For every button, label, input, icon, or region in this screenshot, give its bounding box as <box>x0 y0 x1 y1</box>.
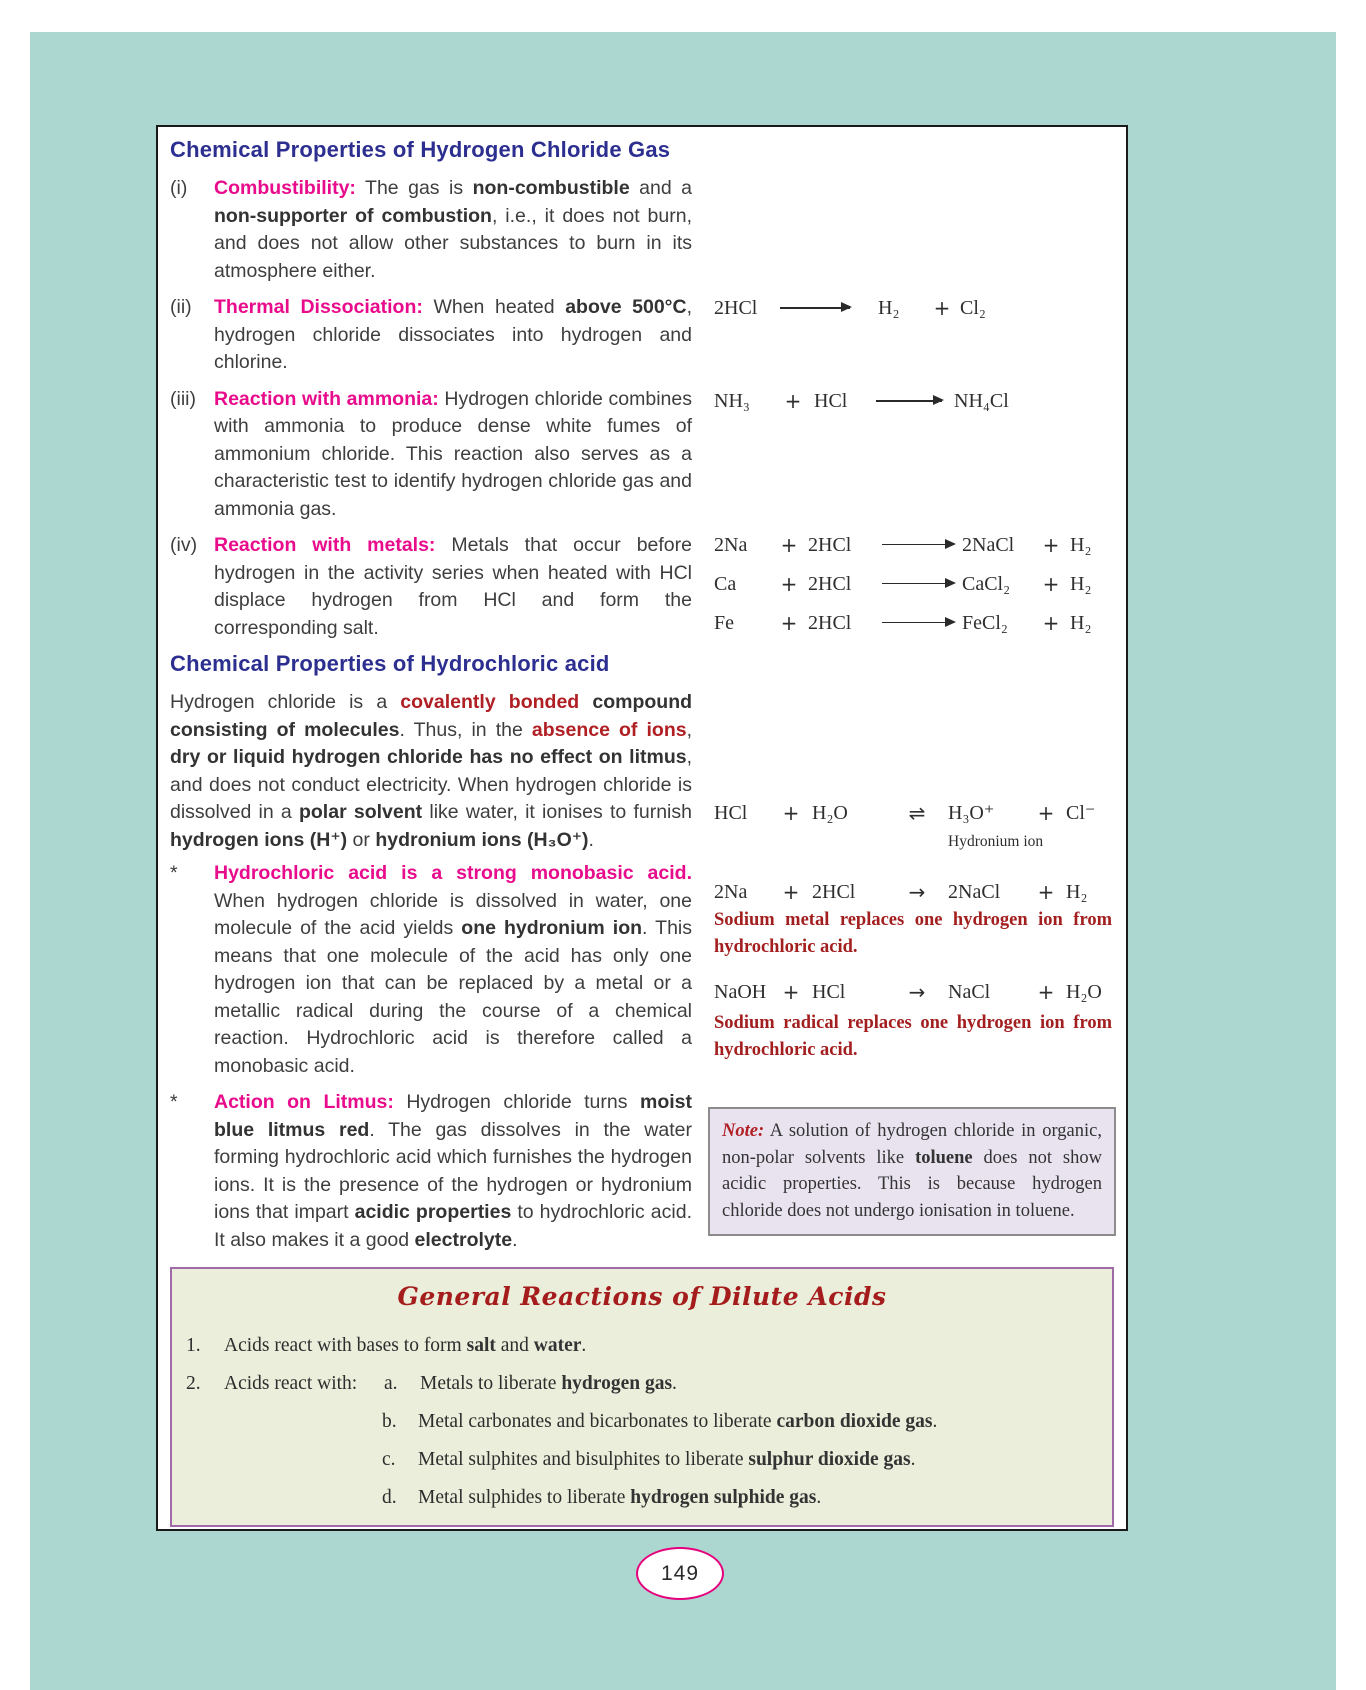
reaction-arrow-icon <box>882 544 954 546</box>
eq-term: NaCl <box>948 981 991 1003</box>
eq-term: H₂ <box>1066 881 1088 903</box>
text-segment: , i.e., it does not burn, and does not allow other substances to burn in its atmosphere either. <box>214 204 692 282</box>
text-segment: . <box>581 1335 587 1356</box>
text-segment: one hydronium ion <box>461 917 643 939</box>
text-segment: carbon dioxide gas <box>776 1411 933 1432</box>
caption-sodium-radical: Sodium radical replaces one hydrogen ion from hydrochloric acid. <box>714 1013 1112 1060</box>
eq-term: H₂O <box>1066 981 1102 1003</box>
text-segment: moist blue litmus red <box>214 1091 692 1141</box>
sub-item-text <box>420 1373 677 1395</box>
eq-term: H₂ <box>878 297 900 319</box>
sub-item-text <box>418 1411 937 1433</box>
general-sub-item-c <box>382 1449 1112 1471</box>
right-arrow-icon: → <box>908 980 926 1004</box>
text-segment: toluene <box>915 1147 973 1168</box>
text-segment: Note: <box>722 1121 765 1141</box>
plus-sign: + <box>1042 532 1060 557</box>
item-heading: Reaction with metals: <box>214 534 436 556</box>
item-number: (iii) <box>170 387 196 410</box>
text-segment: sulphur dioxide gas <box>748 1449 911 1470</box>
plus-sign: + <box>1037 880 1055 904</box>
item-heading: Reaction with ammonia: <box>214 387 439 410</box>
text-segment: and a <box>629 177 692 199</box>
list-item-reaction-metals <box>170 532 692 642</box>
text-segment: . <box>672 1373 677 1394</box>
item-number: 2. <box>186 1373 201 1394</box>
text-segment: Hydrogen chloride combines with ammonia to produce dense white fumes of ammonium chloride. This reaction also serves as a characteristic test to identify hydrogen chloride gas and ammonia gas. <box>214 387 692 520</box>
text-segment: to hydrochloric acid. It also makes it a good <box>214 1201 692 1251</box>
text-segment: , and does not conduct electricity. When hydrogen chloride is dissolved in a <box>170 746 692 823</box>
eq-term: CaCl₂ <box>962 572 1011 595</box>
eq-term: Cl⁻ <box>1066 802 1096 824</box>
bullet-text <box>214 860 692 1080</box>
general-reactions-title: General Reactions of Dilute Acids <box>397 1282 887 1311</box>
text-segment: dry or liquid hydrogen chloride has no effect on litmus <box>170 746 687 768</box>
content-box <box>156 125 1128 1531</box>
plus-sign: + <box>782 880 800 904</box>
note-box <box>708 1107 1116 1236</box>
text-segment: Metal sulphides to liberate <box>418 1487 631 1508</box>
page-number: 149 <box>660 1561 700 1585</box>
eq-term: Cl₂ <box>960 297 986 319</box>
text-segment: hydronium ions (H₃O⁺) <box>375 828 589 851</box>
text-segment: . <box>910 1449 916 1470</box>
equation-naoh <box>714 978 1116 1006</box>
eq-term: NaOH <box>714 981 767 1003</box>
sub-item-letter: a. <box>384 1373 398 1394</box>
text-segment: A solution of hydrogen chloride in organic, non-polar solvents like <box>722 1121 1102 1168</box>
sub-item-letter: c. <box>382 1449 396 1470</box>
eq-term: 2NaCl <box>948 881 1001 903</box>
text-segment: acidic properties <box>354 1201 512 1223</box>
item-heading: Thermal Dissociation: <box>214 296 423 318</box>
eq-term: NH₄Cl <box>954 390 1009 412</box>
eq-term: 2HCl <box>808 533 852 556</box>
general-item-2 <box>186 1373 1112 1395</box>
text-segment: like water, it ionises to furnish <box>422 801 692 823</box>
eq-term: H₂O <box>812 802 848 824</box>
reaction-arrow-icon <box>780 307 850 309</box>
general-reactions-box <box>170 1267 1114 1527</box>
text-segment: The gas is <box>355 177 473 199</box>
eq-term: H₂ <box>1070 611 1092 634</box>
plus-sign: + <box>1042 610 1060 635</box>
plus-sign: + <box>933 296 951 320</box>
eq-term: NH₃ <box>714 390 750 412</box>
plus-sign: + <box>784 389 802 413</box>
bullet-marker: * <box>170 1091 178 1113</box>
item-text <box>224 1335 586 1357</box>
plus-sign: + <box>780 571 798 596</box>
text-segment: Metal carbonates and bicarbonates to liberate <box>418 1411 777 1432</box>
bullet-monobasic-acid <box>170 860 692 1080</box>
eq-term: HCl <box>812 981 846 1003</box>
text-segment: compound consisting of molecules <box>170 691 693 741</box>
right-arrow-icon: → <box>908 880 926 904</box>
item-heading: Combustibility: <box>214 177 356 199</box>
text-segment: Hydrogen chloride is a <box>170 691 401 713</box>
bullet-marker: * <box>170 862 178 884</box>
eq-term: Fe <box>714 611 734 634</box>
bullet-heading: Action on Litmus: <box>214 1091 394 1113</box>
eq-term: 2NaCl <box>962 533 1015 556</box>
text-segment <box>579 691 592 713</box>
eq-term: HCl <box>714 802 748 824</box>
eq-term: FeCl₂ <box>962 611 1008 634</box>
sub-item-text <box>418 1449 915 1471</box>
text-segment: When heated <box>422 296 566 318</box>
text-segment: , hydrogen chloride dissociates into hydrogen and chlorine. <box>214 296 692 373</box>
eq-term: 2HCl <box>808 572 852 595</box>
eq-term: H₂ <box>1070 572 1092 595</box>
item-text <box>214 532 692 642</box>
plus-sign: + <box>782 801 800 825</box>
text-segment: salt <box>466 1335 496 1356</box>
reaction-arrow-icon <box>882 622 954 624</box>
intro-paragraph <box>170 689 692 854</box>
bullet-heading: Hydrochloric acid is a strong monobasic acid. <box>214 862 692 884</box>
section-title-hcl-gas: Chemical Properties of Hydrogen Chloride Gas <box>170 137 671 162</box>
eq-term: H₃O⁺ <box>948 802 995 824</box>
sub-item-letter: b. <box>382 1411 397 1432</box>
bullet-text <box>214 1089 692 1254</box>
equation-calcium <box>714 564 1110 603</box>
eq-term: 2HCl <box>812 881 856 903</box>
equilibrium-arrow-icon: ⇌ <box>908 801 926 825</box>
eq-term: 2Na <box>714 533 748 556</box>
item-number: (i) <box>170 177 188 199</box>
plus-sign: + <box>782 980 800 1004</box>
bullet-body <box>214 1091 692 1251</box>
left-column <box>170 135 692 1263</box>
eq-term: HCl <box>814 390 848 412</box>
text-segment: does not show acidic properties. This is because hydrogen chloride does not undergo ionisation in toluene. <box>722 1147 1102 1221</box>
equation-ammonia <box>714 387 1034 415</box>
item-lead-text: Acids react with: <box>224 1373 358 1394</box>
item-number: (ii) <box>170 296 192 318</box>
text-segment: Metal sulphites and bisulphites to liberate <box>418 1449 749 1470</box>
eq-term: 2HCl <box>714 297 758 319</box>
text-segment: non-supporter of combustion <box>214 204 492 227</box>
text-segment: or <box>347 828 376 851</box>
general-sub-item-b <box>382 1411 1112 1433</box>
item-text <box>214 175 692 285</box>
bullet-body <box>214 890 692 1077</box>
equation-sodium-replacement <box>714 878 1116 906</box>
text-segment: . <box>816 1487 822 1508</box>
item-text <box>214 386 692 524</box>
text-segment: and <box>495 1335 534 1356</box>
text-segment: non-combustible <box>472 177 630 199</box>
text-segment: hydrogen ions (H⁺) <box>170 828 348 851</box>
text-segment: . <box>512 1228 518 1251</box>
plus-sign: + <box>1042 571 1060 596</box>
text-segment: . <box>588 828 594 851</box>
equation-ionisation <box>714 799 1116 856</box>
text-segment: . The gas dissolves in the water forming hydrochloric acid which furnishes the hydrogen ions. It is the presence of the hydrogen or hydronium ions that impart <box>214 1118 692 1223</box>
list-item-thermal-dissociation <box>170 294 692 377</box>
reaction-arrow-icon <box>876 400 942 402</box>
eq-term: H₂ <box>1070 533 1092 556</box>
equations-metals-group <box>714 525 1110 642</box>
text-segment: , <box>686 718 693 741</box>
text-segment: . <box>932 1411 938 1432</box>
eq-term: 2HCl <box>808 611 852 634</box>
text-segment: electrolyte <box>414 1228 513 1251</box>
item-text <box>214 294 692 377</box>
caption-sodium-metal: Sodium metal replaces one hydrogen ion from hydrochloric acid. <box>714 910 1112 957</box>
section-title-hydrochloric-acid: Chemical Properties of Hydrochloric acid <box>170 651 610 676</box>
page-number-badge <box>636 1547 724 1600</box>
sub-item-letter: d. <box>382 1487 397 1508</box>
text-segment: hydrogen gas <box>561 1373 673 1394</box>
plus-sign: + <box>1037 980 1055 1004</box>
sub-item-text <box>418 1487 821 1509</box>
hydronium-ion-label: Hydronium ion <box>948 833 1044 850</box>
text-segment: . Thus, in the <box>399 718 532 741</box>
item-number: (iv) <box>170 534 198 556</box>
text-segment: absence of ions <box>531 718 687 741</box>
general-item-1 <box>186 1335 1112 1357</box>
equation-iron <box>714 603 1110 642</box>
text-segment: Metals to liberate <box>420 1373 562 1394</box>
text-segment: hydrogen sulphide gas <box>630 1487 817 1508</box>
text-segment: Acids react with bases to form <box>224 1335 467 1356</box>
text-segment: water <box>533 1335 582 1356</box>
text-segment: Hydrogen chloride turns <box>393 1091 640 1113</box>
bullet-action-on-litmus <box>170 1089 692 1254</box>
eq-term: 2Na <box>714 881 748 903</box>
list-item-reaction-ammonia <box>170 386 692 524</box>
general-sub-item-d <box>382 1487 1112 1509</box>
eq-term: Ca <box>714 572 737 595</box>
text-segment: above 500°C <box>565 296 687 318</box>
text-segment: polar solvent <box>298 801 423 823</box>
text-segment: When hydrogen chloride is dissolved in water, one molecule of the acid yields <box>214 889 692 939</box>
list-item-combustibility <box>170 175 692 285</box>
reaction-arrow-icon <box>882 583 954 585</box>
plus-sign: + <box>780 610 798 635</box>
text-segment: Metals that occur before hydrogen in the activity series when heated with HCl displace hydrogen from HCl and form the corresponding salt. <box>214 534 692 639</box>
plus-sign: + <box>1037 801 1055 825</box>
item-number: 1. <box>186 1335 201 1356</box>
equation-sodium-metal <box>714 525 1110 564</box>
text-segment: . This means that one molecule of the acid has only one hydrogen ion that can be replaced by a metal or a metallic radical during the course of a chemical reaction. Hydrochloric acid is therefore called a monobasic acid. <box>214 917 692 1077</box>
text-segment: covalently bonded <box>400 691 580 713</box>
equation-thermal-dissociation <box>714 294 1006 322</box>
plus-sign: + <box>780 532 798 557</box>
